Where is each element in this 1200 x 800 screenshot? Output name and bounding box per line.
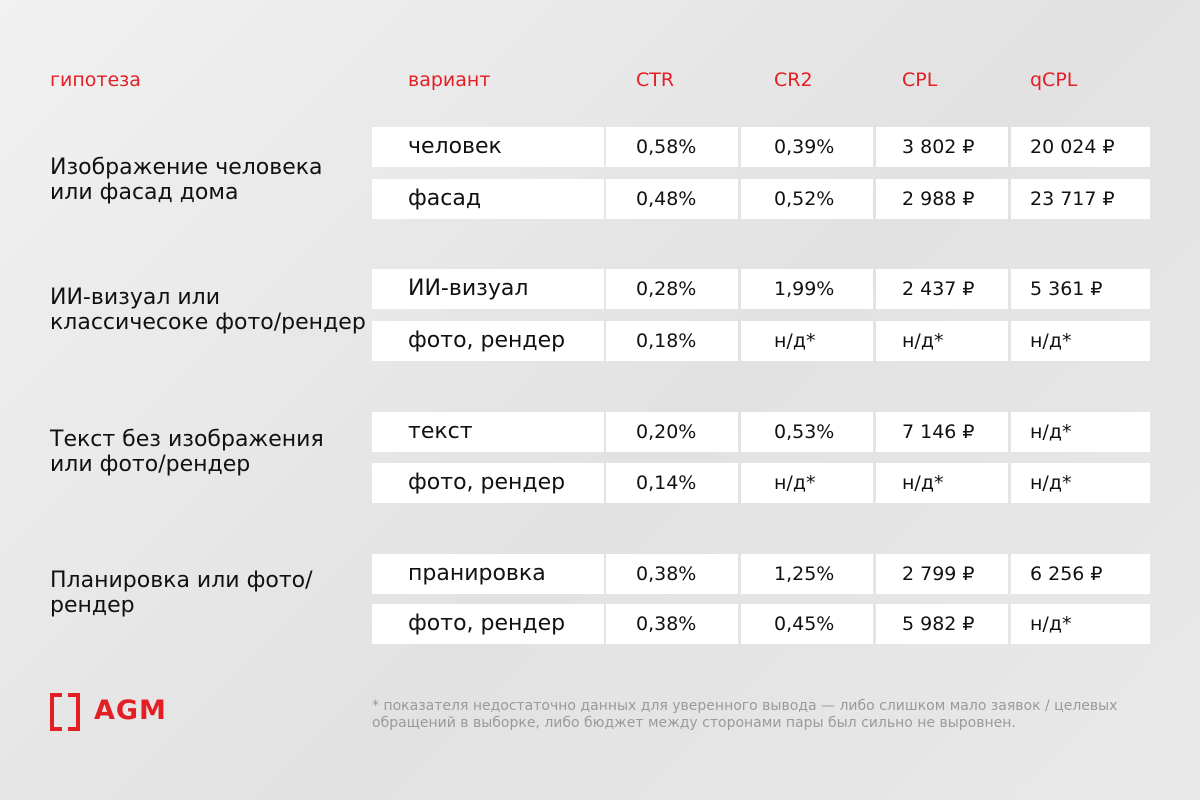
- ctr-cell: 0,14%: [606, 463, 738, 503]
- qcpl-cell: 5 361 ₽: [1011, 269, 1150, 309]
- variant-cell: фасад: [372, 179, 604, 219]
- qcpl-cell: 6 256 ₽: [1011, 554, 1150, 594]
- cpl-cell: 2 799 ₽: [876, 554, 1008, 594]
- variant-cell: фото, рендер: [372, 463, 604, 503]
- header-cr2: CR2: [774, 69, 813, 91]
- hypothesis-label: Изображение человека или фасад дома: [50, 155, 323, 205]
- header-variant: вариант: [408, 69, 491, 91]
- cr2-cell: 1,25%: [741, 554, 873, 594]
- qcpl-cell: н/д*: [1011, 604, 1150, 644]
- header-cpl: CPL: [902, 69, 938, 91]
- cr2-cell: 0,39%: [741, 127, 873, 167]
- variant-cell: пранировка: [372, 554, 604, 594]
- bracket-icon: [50, 691, 80, 729]
- header-qcpl: qCPL: [1030, 69, 1078, 91]
- ctr-cell: 0,20%: [606, 412, 738, 452]
- ctr-cell: 0,58%: [606, 127, 738, 167]
- qcpl-cell: н/д*: [1011, 412, 1150, 452]
- table-header: [0, 62, 1200, 98]
- cr2-cell: 1,99%: [741, 269, 873, 309]
- ctr-cell: 0,38%: [606, 604, 738, 644]
- cr2-cell: н/д*: [741, 463, 873, 503]
- variant-cell: текст: [372, 412, 604, 452]
- cr2-cell: 0,52%: [741, 179, 873, 219]
- qcpl-cell: 23 717 ₽: [1011, 179, 1150, 219]
- ctr-cell: 0,48%: [606, 179, 738, 219]
- cpl-cell: 7 146 ₽: [876, 412, 1008, 452]
- cr2-cell: 0,45%: [741, 604, 873, 644]
- qcpl-cell: н/д*: [1011, 321, 1150, 361]
- hypothesis-label: Планировка или фото/рендер: [50, 568, 313, 618]
- hypothesis-label: ИИ-визуал или классичесоке фото/рендер: [50, 285, 366, 335]
- qcpl-cell: н/д*: [1011, 463, 1150, 503]
- qcpl-cell: 20 024 ₽: [1011, 127, 1150, 167]
- variant-cell: фото, рендер: [372, 604, 604, 644]
- cpl-cell: 3 802 ₽: [876, 127, 1008, 167]
- logo: [50, 690, 167, 730]
- ctr-cell: 0,28%: [606, 269, 738, 309]
- cpl-cell: 2 437 ₽: [876, 269, 1008, 309]
- ctr-cell: 0,38%: [606, 554, 738, 594]
- cr2-cell: н/д*: [741, 321, 873, 361]
- ctr-cell: 0,18%: [606, 321, 738, 361]
- cpl-cell: 2 988 ₽: [876, 179, 1008, 219]
- variant-cell: фото, рендер: [372, 321, 604, 361]
- header-hypothesis: гипотеза: [50, 69, 141, 91]
- cpl-cell: н/д*: [876, 321, 1008, 361]
- cr2-cell: 0,53%: [741, 412, 873, 452]
- header-ctr: CTR: [636, 69, 675, 91]
- footnote: * показателя недостаточно данных для уверенного вывода — либо слишком мало заявок / целевых обращений в выборке, либо бюджет между сторонами пары был сильно не выровнен.: [372, 698, 1118, 731]
- variant-cell: ИИ-визуал: [372, 269, 604, 309]
- cpl-cell: 5 982 ₽: [876, 604, 1008, 644]
- hypothesis-label: Текст без изображения или фото/рендер: [50, 427, 324, 477]
- cpl-cell: н/д*: [876, 463, 1008, 503]
- logo-text: AGM: [94, 694, 167, 726]
- variant-cell: человек: [372, 127, 604, 167]
